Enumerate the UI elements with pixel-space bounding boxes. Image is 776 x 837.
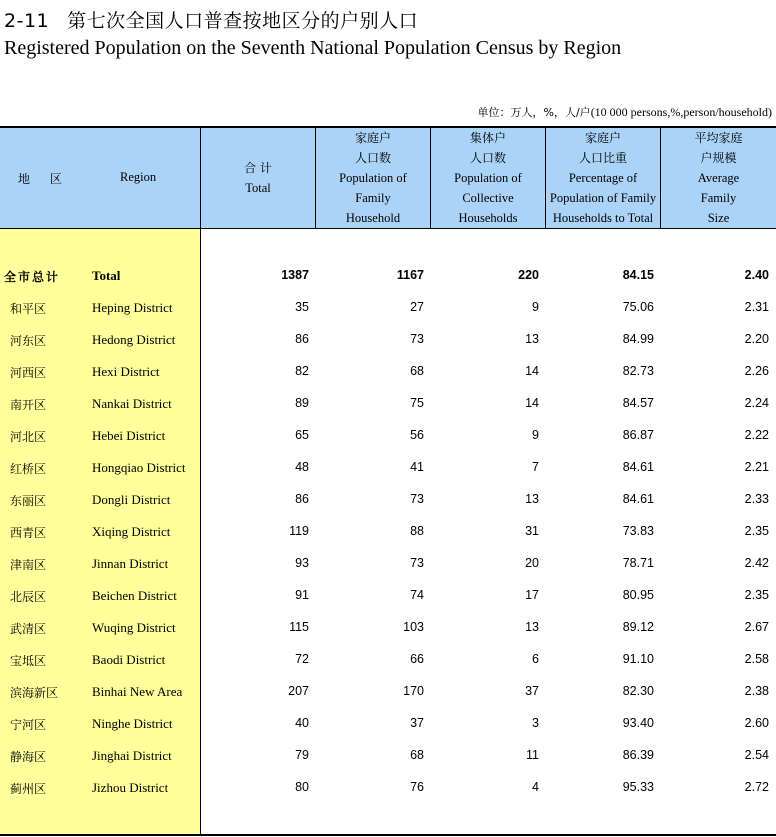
cell-average-size: 2.24	[744, 396, 769, 410]
cell-collective-population: 14	[525, 364, 539, 378]
header-region	[0, 128, 200, 228]
table-row	[0, 644, 776, 676]
cell-collective-population: 7	[532, 460, 539, 474]
cell-collective-population: 13	[525, 492, 539, 506]
table-row	[0, 548, 776, 580]
header-average-en1: Average	[697, 171, 740, 185]
cell-average-size: 2.22	[744, 428, 769, 442]
header-family	[316, 128, 430, 228]
cell-average-size: 2.38	[744, 684, 769, 698]
header-average-en2: Family	[700, 191, 737, 205]
region-name-cn: 静海区	[10, 750, 47, 764]
cell-family-percentage: 86.87	[622, 428, 654, 442]
header-total	[201, 128, 315, 228]
region-name-en: Heping District	[92, 300, 173, 315]
region-name-cn: 宝坻区	[10, 654, 47, 668]
cell-family-population: 68	[410, 364, 424, 378]
cell-family-population: 73	[410, 332, 424, 346]
cell-family-population: 41	[410, 460, 424, 474]
cell-average-size: 2.58	[744, 652, 769, 666]
header-average	[661, 128, 776, 228]
table-row	[0, 452, 776, 484]
table-row	[0, 580, 776, 612]
header-collective-en3: Households	[458, 211, 518, 225]
cell-total: 93	[295, 556, 309, 570]
cell-total: 86	[295, 492, 309, 506]
cell-collective-population: 31	[525, 524, 539, 538]
cell-average-size: 2.33	[744, 492, 769, 506]
header-total-cn: 合 计	[244, 161, 272, 175]
region-name-en: Jizhou District	[92, 780, 169, 795]
header-percentage-en3: Households to Total	[552, 211, 654, 225]
cell-average-size: 2.21	[744, 460, 769, 474]
region-name-en: Hexi District	[92, 364, 160, 379]
cell-family-population: 68	[410, 748, 424, 762]
region-name-en: Hebei District	[92, 428, 166, 443]
header-collective	[431, 128, 545, 228]
header-family-cn1: 家庭户	[354, 131, 391, 145]
cell-average-size: 2.54	[744, 748, 769, 762]
table-row	[0, 388, 776, 420]
cell-family-percentage: 75.06	[622, 300, 654, 314]
cell-family-population: 88	[410, 524, 424, 538]
region-name-en: Total	[92, 268, 121, 283]
cell-family-percentage: 84.15	[622, 268, 654, 282]
cell-total: 82	[295, 364, 309, 378]
header-region-cn: 地 区	[18, 172, 70, 186]
cell-family-population: 76	[410, 780, 424, 794]
cell-collective-population: 20	[525, 556, 539, 570]
cell-family-percentage: 93.40	[622, 716, 654, 730]
cell-total: 207	[288, 684, 309, 698]
unit-note	[478, 104, 772, 120]
cell-average-size: 2.40	[744, 268, 769, 282]
cell-total: 65	[295, 428, 309, 442]
cell-family-population: 170	[403, 684, 424, 698]
cell-collective-population: 9	[532, 428, 539, 442]
cell-average-size: 2.35	[744, 588, 769, 602]
cell-total: 91	[295, 588, 309, 602]
cell-family-population: 1167	[396, 268, 424, 282]
region-name-cn: 河东区	[10, 334, 47, 348]
header-percentage-en1: Percentage of	[568, 171, 638, 185]
cell-family-percentage: 82.73	[622, 364, 654, 378]
table-row	[0, 324, 776, 356]
table-row	[0, 676, 776, 708]
region-name-cn: 河西区	[10, 366, 47, 380]
table-title-cn	[4, 6, 418, 33]
header-family-en1: Population of	[339, 171, 407, 185]
table-row	[0, 356, 776, 388]
cell-average-size: 2.72	[744, 780, 769, 794]
region-name-en: Wuqing District	[92, 620, 176, 635]
cell-family-population: 73	[410, 556, 424, 570]
region-name-cn: 东丽区	[10, 494, 47, 508]
cell-family-population: 37	[410, 716, 424, 730]
cell-collective-population: 11	[526, 748, 539, 762]
table-row	[0, 516, 776, 548]
region-name-cn: 全市总计	[4, 270, 61, 284]
region-name-en: Binhai New Area	[92, 684, 183, 699]
region-name-en: Beichen District	[92, 588, 177, 603]
cell-family-population: 73	[410, 492, 424, 506]
region-name-cn: 河北区	[10, 430, 47, 444]
cell-total: 79	[295, 748, 309, 762]
cell-family-percentage: 73.83	[622, 524, 654, 538]
cell-family-percentage: 86.39	[622, 748, 654, 762]
cell-average-size: 2.60	[744, 716, 769, 730]
region-name-en: Hongqiao District	[92, 460, 186, 475]
cell-collective-population: 4	[532, 780, 539, 794]
cell-family-population: 66	[410, 652, 424, 666]
cell-family-percentage: 84.57	[622, 396, 654, 410]
header-percentage-en2: Population of Family	[549, 191, 657, 205]
cell-total: 48	[295, 460, 309, 474]
table-row	[0, 708, 776, 740]
table-row	[0, 292, 776, 324]
cell-collective-population: 14	[525, 396, 539, 410]
region-name-en: Ninghe District	[92, 716, 173, 731]
cell-family-percentage: 84.99	[622, 332, 654, 346]
region-name-en: Jinnan District	[92, 556, 169, 571]
cell-collective-population: 17	[525, 588, 539, 602]
header-region-en: Region	[120, 170, 157, 184]
header-average-en3: Size	[707, 211, 730, 225]
header-collective-cn1: 集体户	[469, 131, 506, 145]
header-total-en: Total	[245, 181, 271, 195]
region-name-cn: 津南区	[10, 558, 47, 572]
cell-collective-population: 6	[532, 652, 539, 666]
region-name-en: Baodi District	[92, 652, 166, 667]
table-row	[0, 740, 776, 772]
cell-family-percentage: 84.61	[622, 460, 654, 474]
region-name-cn: 和平区	[10, 302, 47, 316]
table-title-en: Registered Population on the Seventh National Population Census by Region	[4, 37, 622, 59]
header-average-cn2: 户规模	[700, 151, 737, 165]
region-name-cn: 红桥区	[10, 462, 47, 476]
region-name-en: Jinghai District	[92, 748, 172, 763]
table-row	[0, 612, 776, 644]
cell-average-size: 2.31	[744, 300, 769, 314]
header-collective-en2: Collective	[462, 191, 514, 205]
cell-family-population: 75	[410, 396, 424, 410]
region-name-cn: 北辰区	[10, 590, 47, 604]
region-name-en: Dongli District	[92, 492, 171, 507]
cell-family-population: 56	[410, 428, 424, 442]
region-name-cn: 西青区	[10, 526, 47, 540]
cell-collective-population: 13	[525, 332, 539, 346]
header-percentage	[546, 128, 660, 228]
table-row	[0, 484, 776, 516]
cell-family-population: 103	[403, 620, 424, 634]
unit-note-en: (10 000 persons,%,person/household)	[590, 105, 772, 119]
cell-average-size: 2.35	[744, 524, 769, 538]
cell-family-percentage: 80.95	[622, 588, 654, 602]
cell-total: 119	[289, 524, 309, 538]
table-number: 2-11	[4, 10, 50, 32]
unit-note-cn: 单位：万人，%，人/户	[477, 106, 591, 119]
cell-average-size: 2.20	[744, 332, 769, 346]
cell-collective-population: 220	[518, 268, 539, 282]
region-name-en: Nankai District	[92, 396, 172, 411]
cell-average-size: 2.26	[744, 364, 769, 378]
cell-total: 1387	[281, 268, 309, 282]
header-family-en2: Family	[355, 191, 391, 205]
cell-family-population: 74	[410, 588, 424, 602]
header-percentage-cn2: 人口比重	[578, 151, 627, 165]
header-collective-cn2: 人口数	[469, 151, 506, 165]
census-table	[0, 126, 776, 837]
cell-total: 115	[289, 620, 309, 634]
cell-family-percentage: 89.12	[622, 620, 654, 634]
header-percentage-cn1: 家庭户	[584, 131, 621, 145]
cell-collective-population: 9	[532, 300, 539, 314]
header-collective-en1: Population of	[454, 171, 522, 185]
header-family-en3: Household	[345, 211, 401, 225]
cell-family-percentage: 84.61	[622, 492, 654, 506]
region-name-cn: 滨海新区	[10, 686, 59, 700]
region-name-cn: 南开区	[10, 398, 47, 412]
cell-total: 80	[295, 780, 309, 794]
cell-total: 86	[295, 332, 309, 346]
cell-average-size: 2.42	[744, 556, 769, 570]
cell-family-percentage: 78.71	[622, 556, 654, 570]
cell-average-size: 2.67	[744, 620, 769, 634]
table-bottom-rule	[0, 834, 776, 836]
cell-total: 72	[295, 652, 309, 666]
cell-total: 40	[295, 716, 309, 730]
header-family-cn2: 人口数	[354, 151, 391, 165]
region-name-cn: 蓟州区	[10, 782, 47, 796]
cell-family-percentage: 91.10	[622, 652, 654, 666]
table-header	[0, 128, 776, 228]
table-title-cn-text: 第七次全国人口普查按地区分的户别人口	[67, 10, 419, 32]
cell-collective-population: 3	[532, 716, 539, 730]
region-name-cn: 宁河区	[10, 718, 47, 732]
table-row	[0, 420, 776, 452]
header-average-cn1: 平均家庭	[694, 131, 743, 145]
cell-collective-population: 13	[525, 620, 539, 634]
cell-total: 89	[295, 396, 309, 410]
table-row	[0, 772, 776, 804]
cell-family-population: 27	[410, 300, 424, 314]
table-row-total	[0, 260, 776, 292]
region-name-cn: 武清区	[10, 622, 47, 636]
region-name-en: Hedong District	[92, 332, 176, 347]
cell-collective-population: 37	[525, 684, 539, 698]
cell-family-percentage: 95.33	[622, 780, 654, 794]
cell-family-percentage: 82.30	[622, 684, 654, 698]
region-name-en: Xiqing District	[92, 524, 171, 539]
cell-total: 35	[295, 300, 309, 314]
